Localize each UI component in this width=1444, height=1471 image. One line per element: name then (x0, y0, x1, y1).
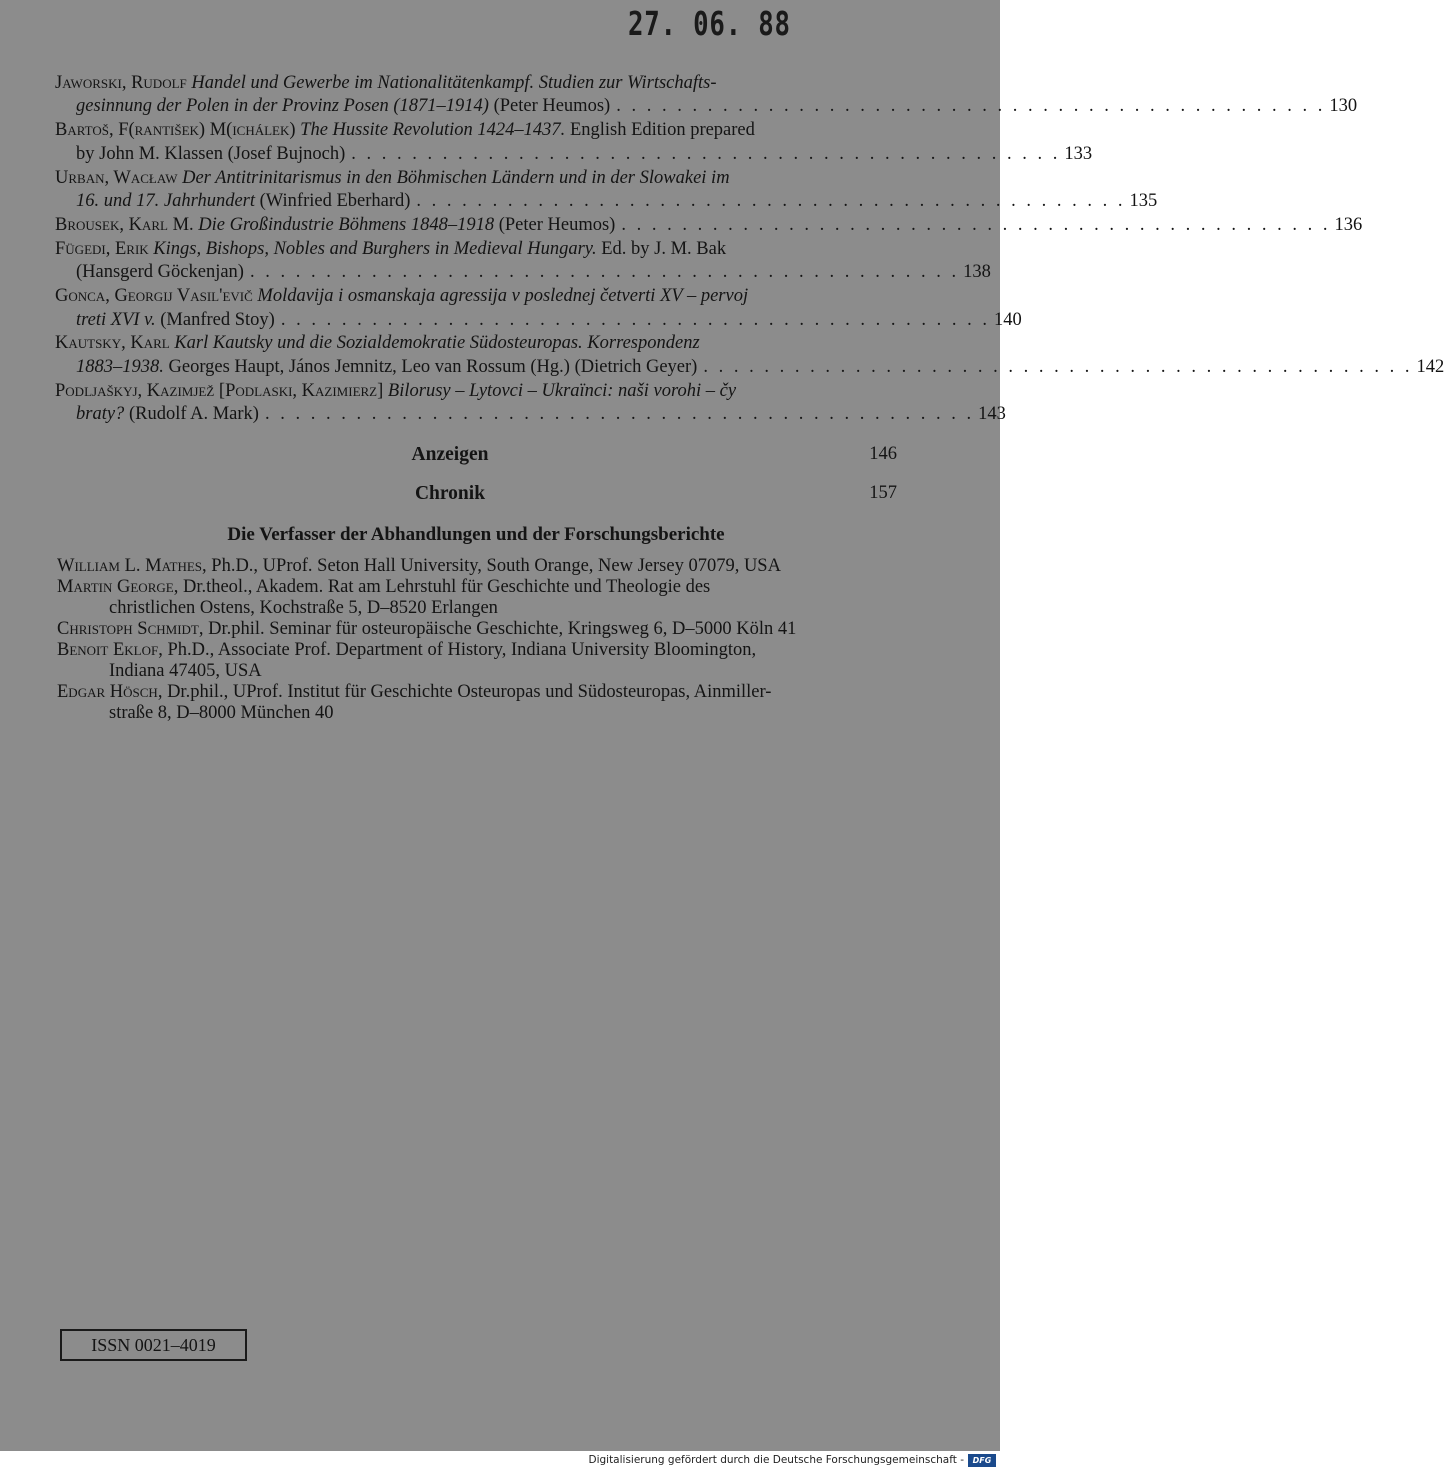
review-title-cont: treti XVI v. (76, 309, 156, 330)
review-author: Brousek, Karl M. (55, 214, 194, 235)
author-affiliation: , Dr.phil. Seminar für osteuropäische Geschichte, Kringsweg 6, D–5000 Köln 41 (198, 619, 797, 639)
received-date-stamp: 27. 06. 88 (628, 4, 791, 43)
review-title-cont: gesinnung der Polen in der Provinz Posen (1871–1914) (76, 96, 489, 117)
page-number: 135 (1129, 191, 1158, 212)
review-entry (55, 72, 1358, 119)
review-title: Karl Kautsky und die Sozialdemokratie Südosteuropas. Korrespondenz (174, 333, 700, 354)
author-affiliation: , Ph.D., Associate Prof. Department of History, Indiana University Bloomington, (158, 640, 757, 660)
leader-dots: . . . . . . . . . . . . . . . . . . . . . . . . . . . . . . . . . . . . . . . . . . . . . . . (264, 404, 975, 425)
page-number: 142 (1416, 356, 1444, 377)
review-title-cont: 16. und 17. Jahrhundert (76, 191, 256, 212)
review-author: Kautsky, Karl (55, 333, 170, 354)
author-list (57, 556, 897, 724)
author-affiliation-cont: christlichen Ostens, Kochstraße 5, D–8520 Erlangen (109, 598, 498, 618)
reviewer: (Manfred Stoy) (160, 309, 275, 330)
review-title: Der Antitrinitarismus in den Böhmischen Ländern und in der Slowakei im (182, 167, 730, 188)
author-entry (57, 556, 897, 577)
author-entry (57, 619, 897, 640)
review-title: The Hussite Revolution 1424–1437. (300, 120, 566, 141)
review-entry (55, 167, 1158, 214)
page-number: 157 (869, 483, 897, 503)
review-entry (55, 214, 1363, 237)
review-title-cont: braty? (76, 404, 125, 425)
page-number: 136 (1334, 214, 1363, 235)
review-list (55, 72, 1444, 427)
author-affiliation: , Dr.theol., Akadem. Rat am Lehrstuhl für Geschichte und Theologie des (173, 577, 711, 597)
reviewer: (Winfried Eberhard) (259, 191, 411, 212)
author-affiliation: , Dr.phil., UProf. Institut für Geschichte Osteuropas und Südosteuropas, Ainmiller- (157, 682, 772, 702)
review-entry (55, 238, 991, 285)
reviewer: Georges Haupt, János Jemnitz, Leo van Rossum (Hg.) (Dietrich Geyer) (168, 356, 698, 377)
review-author: Podljaškyj, Kazimjež [Podlaski, Kazimierz] (55, 380, 384, 401)
author-name: Christoph Schmidt (57, 619, 199, 639)
author-entry (57, 682, 897, 724)
review-author: Fügedi, Erik (55, 238, 149, 259)
review-title: Die Großindustrie Böhmens 1848–1918 (198, 214, 495, 235)
author-affiliation-cont: straße 8, D–8000 München 40 (109, 703, 334, 723)
author-name: Edgar Hösch (57, 682, 158, 702)
leader-dots: . . . . . . . . . . . . . . . . . . . . . . . . . . . . . . . . . . . . . . . . . . . . . . . (280, 309, 990, 330)
review-entry (55, 285, 1022, 332)
leader-dots: . . . . . . . . . . . . . . . . . . . . . . . . . . . . . . . . . . . . . . . . . . . . . . . (621, 214, 1331, 235)
leader-dots: . . . . . . . . . . . . . . . . . . . . . . . . . . . . . . . . . . . . . . . . . . . . . . . (351, 143, 1061, 164)
author-entry (57, 640, 897, 682)
review-entry (55, 380, 1006, 427)
authors-heading: Die Verfasser der Abhandlungen und der Forschungsberichte (227, 524, 725, 545)
section-heading: Chronik (414, 483, 486, 504)
review-title: Kings, Bishops, Nobles and Burghers in Medieval Hungary. (153, 238, 597, 259)
reviewer: (Hansgerd Göckenjan) (76, 262, 244, 283)
leader-dots: . . . . . . . . . . . . . . . . . . . . . . . . . . . . . . . . . . . . . . . . . . . . . . . (249, 262, 960, 283)
page-number: 133 (1064, 143, 1093, 164)
leader-dots: . . . . . . . . . . . . . . . . . . . . . . . . . . . . . . . . . . . . . . . . . . . . . . . (416, 191, 1126, 212)
issn-box: ISSN 0021–4019 (60, 1329, 247, 1361)
page-number: 146 (869, 444, 897, 464)
author-name: William L. Mathes (57, 556, 203, 576)
reviewer: (Peter Heumos) (493, 96, 611, 117)
reviewer: by John M. Klassen (Josef Bujnoch) (76, 143, 346, 164)
leader-dots: . . . . . . . . . . . . . . . . . . . . . . . . . . . . . . . . . . . . . . . . . . . . . . . (616, 96, 1326, 117)
review-note: English Edition prepared (569, 120, 755, 141)
reviewer: (Rudolf A. Mark) (128, 404, 259, 425)
page-number: 143 (978, 404, 1006, 425)
review-author: Gonca, Georgij Vasil'evič (55, 286, 253, 307)
author-name: Martin George (57, 577, 174, 597)
digitization-footer (0, 1451, 1000, 1471)
author-name: Benoit Eklof (57, 640, 159, 660)
funding-notice: Digitalisierung gefördert durch die Deutsche Forschungsgemeinschaft - (588, 1454, 964, 1466)
author-affiliation: , Ph.D., UProf. Seton Hall University, South Orange, New Jersey 07079, USA (202, 556, 781, 576)
review-entry (55, 119, 1093, 166)
review-author: Jaworski, Rudolf (55, 73, 187, 93)
page-number: 130 (1329, 96, 1358, 117)
section-heading: Anzeigen (411, 444, 489, 465)
reviewer: (Peter Heumos) (498, 214, 616, 235)
review-note: Ed. by J. M. Bak (601, 238, 727, 259)
leader-dots: . . . . . . . . . . . . . . . . . . . . . . . . . . . . . . . . . . . . . . . . . . . . . . . (703, 356, 1413, 377)
review-title: Handel und Gewerbe im Nationalitätenkampf. Studien zur Wirtschafts- (191, 73, 717, 93)
review-author: Urban, Wacław (55, 167, 178, 188)
dfg-logo-icon: DFG (968, 1454, 996, 1467)
review-author: Bartoš, F(rantišek) M(ichálek) (55, 120, 296, 141)
page-number: 138 (963, 262, 991, 283)
review-title-cont: 1883–1938. (76, 356, 164, 377)
review-title: Moldavija i osmanskaja agressija v poslednej četverti XV – pervoj (257, 286, 749, 307)
review-title: Bilorusy – Lytovci – Ukraïnci: naši vorohi – čy (387, 380, 737, 401)
author-entry (57, 577, 897, 619)
review-entry (55, 332, 1444, 379)
author-affiliation-cont: Indiana 47405, USA (109, 661, 262, 681)
page-number: 140 (993, 309, 1022, 330)
